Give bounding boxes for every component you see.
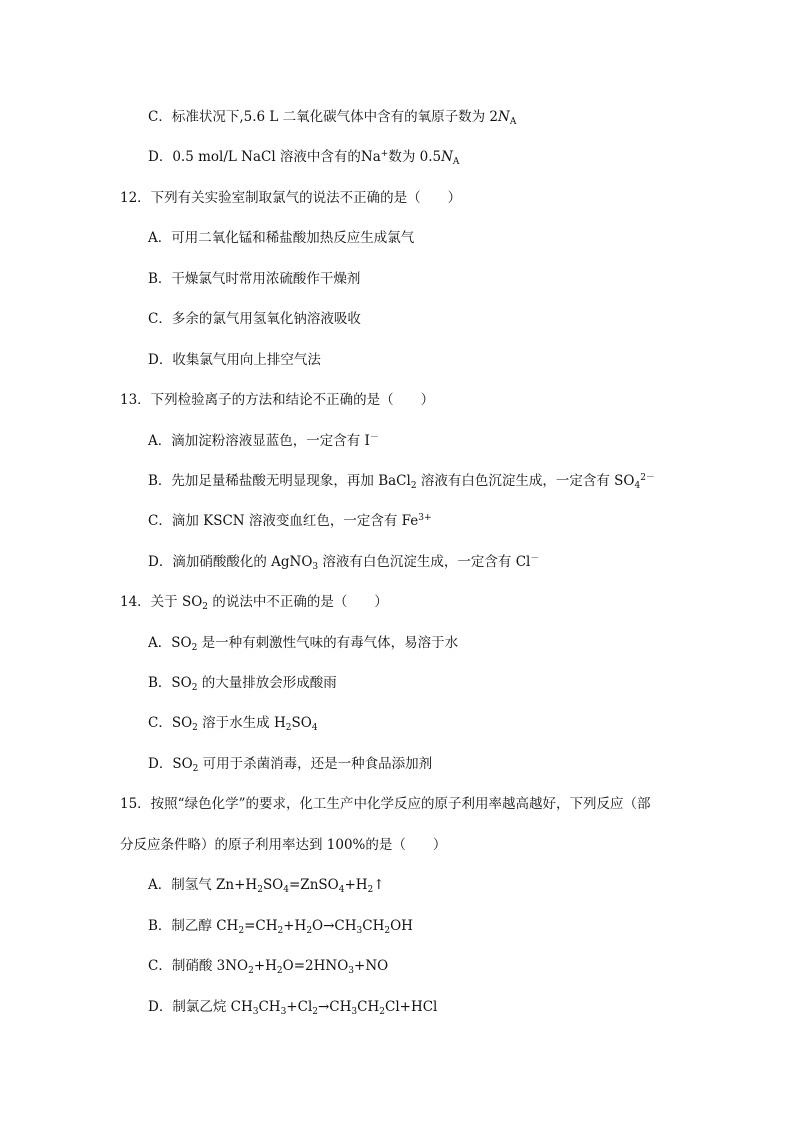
q15-stem-line1: 15．按照“绿色化学”的要求，化工生产中化学反应的原子利用率越高越好，下列反应（部 [120, 796, 651, 812]
q15-option-a: A．制氢气 $Zn+H_2SO_4=ZnSO_4+H_2↑$ [148, 877, 385, 895]
q14-option-c: C．$SO_2$ 溶于水生成 $H_2SO_4$ [148, 715, 318, 733]
q13-option-d: D．滴加硝酸酸化的 AgNO$_3$ 溶液有白色沉淀生成，一定含有 Cl－ [148, 554, 540, 572]
q15-option-b: B．制乙醇 $CH_2=CH_2+H_2O\to CH_3CH_2OH$ [148, 918, 413, 936]
q12-option-b: B．干燥氯气时常用浓硫酸作干燥剂 [148, 271, 361, 287]
q14-option-d: D．$SO_2$ 可用于杀菌消毒，还是一种食品添加剂 [148, 756, 433, 774]
q14-option-a: A．$SO_2$ 是一种有刺激性气味的有毒气体，易溶于水 [148, 635, 459, 653]
q12-option-c: C．多余的氯气用氢氧化钠溶液吸收 [148, 311, 361, 327]
q12-option-a: A．可用二氧化锰和稀盐酸加热反应生成氯气 [148, 230, 415, 246]
q14-option-b: B．$SO_2$ 的大量排放会形成酸雨 [148, 675, 337, 693]
q11-option-d: D．0.5 mol/L NaCl 溶液中含有的Na+数为 $0.5N_A$ [148, 149, 460, 167]
q14-stem: 14．关于 $SO_2$ 的说法中不正确的是（ ） [120, 594, 388, 612]
q13-option-c: C．滴加 KSCN 溶液变血红色，一定含有 $Fe^{3+}$ [148, 513, 432, 529]
q13-stem: 13．下列检验离子的方法和结论不正确的是（ ） [120, 392, 435, 408]
q12-option-d: D．收集氯气用向上排空气法 [148, 352, 321, 368]
q15-stem-line2: 分反应条件略）的原子利用率达到 100%的是（ ） [120, 837, 447, 853]
q11-option-c: C．标准状况下,5.6 L 二氧化碳气体中含有的氧原子数为 $2N_A$ [148, 109, 517, 127]
q15-option-c: C．制硝酸 $3NO_2+H_2O=2HNO_3+NO$ [148, 958, 389, 976]
q13-option-a: A．滴加淀粉溶液显蓝色，一定含有 I－ [148, 433, 379, 449]
q13-option-b: B．先加足量稀盐酸无明显现象，再加 BaCl$_2$ 溶液有白色沉淀生成，一定含有 $SO_4^{2-}$ [148, 473, 655, 491]
q15-option-d: D．制氯乙烷 $CH_3CH_3+Cl_2\to CH_3CH_2Cl+HCl$ [148, 999, 438, 1017]
q12-stem: 12．下列有关实验室制取氯气的说法不正确的是（ ） [120, 190, 462, 206]
